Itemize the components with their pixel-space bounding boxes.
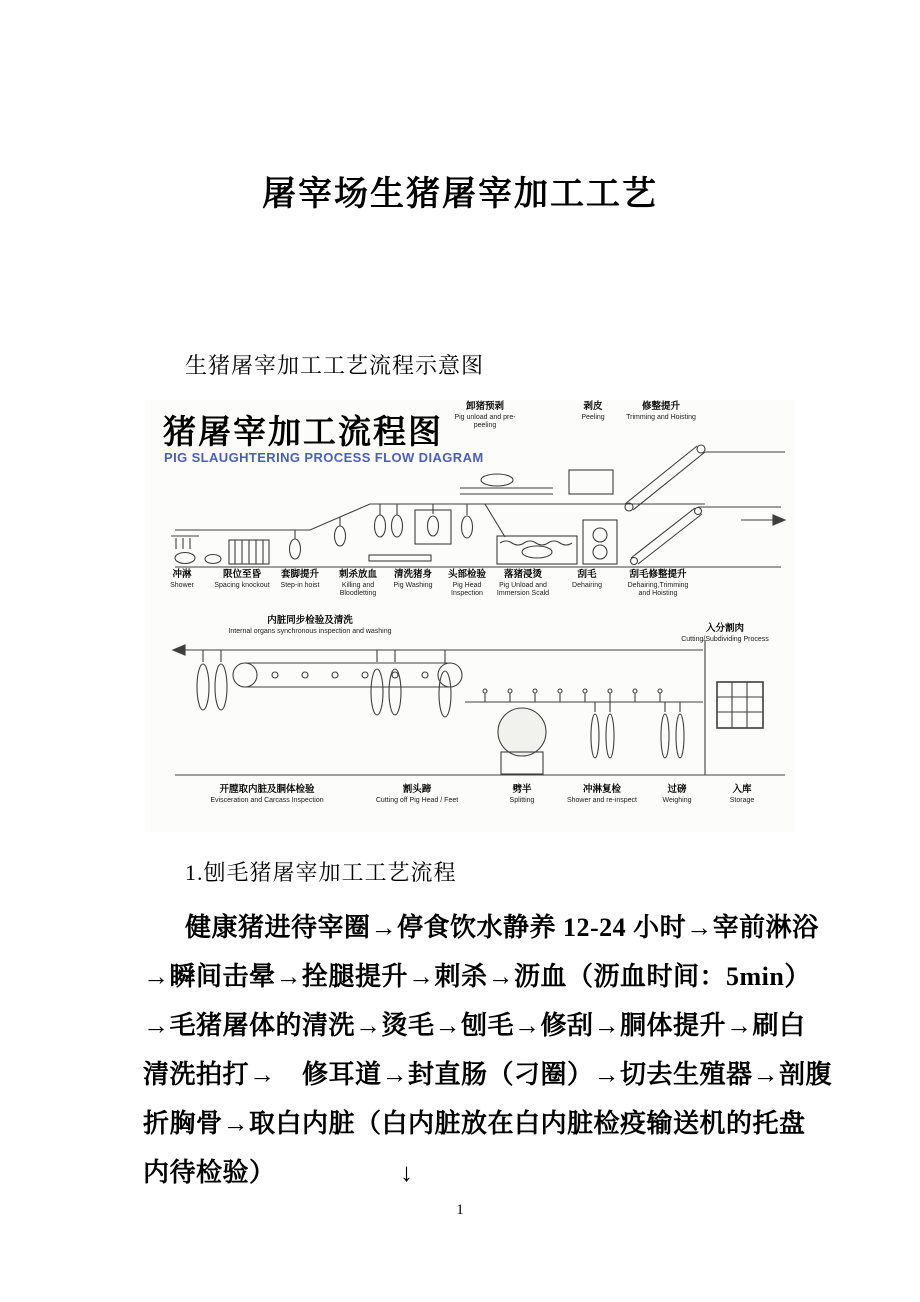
page-number: 1 <box>456 1202 464 1218</box>
label-splitting: 劈半 Splitting <box>509 784 535 804</box>
diagram-title-english: PIG SLAUGHTERING PROCESS FLOW DIAGRAM <box>164 450 484 465</box>
document-title: 屠宰场生猪屠宰加工工艺 <box>262 176 658 213</box>
label-killing-bloodletting: 刺杀放血 Killing and Bloodletting <box>338 569 377 597</box>
label-dehairing: 刮毛 Dehairing <box>572 569 602 589</box>
label-storage: 入库 Storage <box>729 784 755 804</box>
label-cutting-subdividing: 入分割肉 Cutting/Subdividing Process <box>681 623 769 643</box>
paragraph-line: →毛猪屠体的清洗→烫毛→刨毛→修刮→胴体提升→刷白 <box>143 1011 806 1040</box>
label-weighing: 过磅 Weighing <box>662 784 692 804</box>
label-spacing-knockout: 限位至昏 Spacing knockout <box>214 569 270 589</box>
label-pig-unload-prepeeling: 卸猪预剥 Pig unload and pre-peeling <box>454 401 516 429</box>
label-pig-washing: 清洗猪身 Pig Washing <box>393 569 433 589</box>
diagram-title: 猪屠宰加工流程图 <box>163 415 443 451</box>
label-internal-organs-inspection: 内脏同步检验及清洗 Internal organs synchronous inspection and washing <box>228 615 392 635</box>
flow-down-arrow: ↓ <box>400 1158 414 1187</box>
paragraph-line: 健康猪进待宰圈→停食饮水静养 12-24 小时→宰前淋浴 <box>185 913 819 942</box>
paragraph-line <box>143 1148 798 1197</box>
label-cutting-head-feet: 割头蹄 Cutting off Pig Head / Feet <box>375 784 459 804</box>
label-dehairing-trimming-hoisting: 刮毛修整提升 Dehairing,Trimming and Hoisting <box>627 569 689 597</box>
paragraph-line: 清洗拍打→ 修耳道→封直肠（刁圈）→切去生殖器→剖腹 <box>143 1060 833 1089</box>
label-evisceration-carcass-inspection: 开膛取内脏及胴体检验 Evisceration and Carcass Inspection <box>210 784 324 804</box>
diagram-caption: 生猪屠宰加工工艺流程示意图 <box>185 353 485 378</box>
label-shower: 冲淋 Shower <box>170 569 194 589</box>
section-heading: 1.刨毛猪屠宰加工工艺流程 <box>185 860 457 885</box>
process-flow-diagram-image <box>145 400 795 832</box>
label-peeling: 剥皮 Peeling <box>581 401 605 421</box>
paragraph-line-text: 内待检验） <box>143 1158 276 1187</box>
label-step-in-hoist: 套脚提升 Step-in hoist <box>280 569 320 589</box>
label-shower-reinspect: 冲淋复检 Shower and re-inspect <box>566 784 638 804</box>
label-immersion-scald: 落猪浸烫 Pig Unload and Immersion Scald <box>496 569 550 597</box>
paragraph-line: →瞬间击晕→拴腿提升→刺杀→沥血（沥血时间：5min） <box>143 962 811 991</box>
label-trimming-hoisting: 修整提升 Trimming and Hoisting <box>626 401 696 421</box>
paragraph-line: 折胸骨→取白内脏（白内脏放在白内脏检疫输送机的托盘 <box>143 1109 806 1138</box>
process-description <box>143 903 833 1197</box>
label-head-inspection: 头部检验 Pig Head Inspection <box>447 569 486 597</box>
